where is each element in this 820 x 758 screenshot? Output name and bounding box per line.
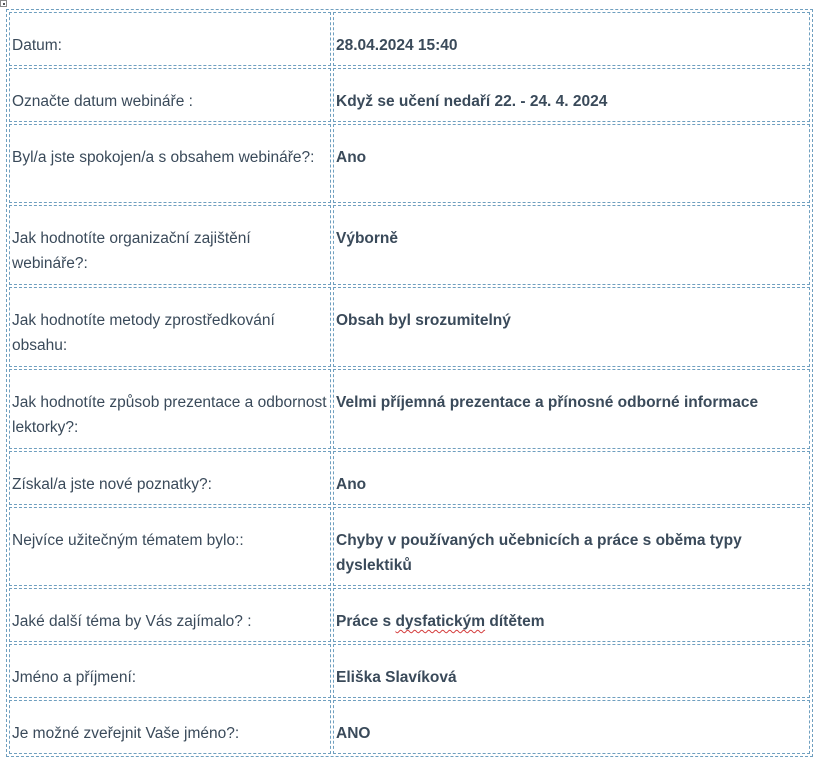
question-label: Jaké další téma by Vás zajímalo? :: [9, 588, 331, 642]
table-row: [9, 369, 810, 449]
table-row: [9, 588, 810, 642]
question-label: Získal/a jste nové poznatky?:: [9, 451, 331, 505]
answer-value-prefix: Práce s: [336, 613, 396, 630]
answer-value: Výborně: [333, 205, 810, 285]
table-row: [9, 507, 810, 586]
question-label: Nejvíce užitečným tématem bylo::: [9, 507, 331, 586]
answer-value: Eliška Slavíková: [333, 644, 810, 698]
question-label: Jak hodnotíte způsob prezentace a odbornost lektorky?:: [9, 369, 331, 449]
answer-value-suffix: dítětem: [485, 613, 545, 630]
table-row: [9, 68, 810, 122]
table-row: [9, 124, 810, 203]
table-row: [9, 700, 810, 754]
answer-value: Chyby v používaných učebnicích a práce s oběma typy dyslektiků: [333, 507, 810, 586]
question-label: Jak hodnotíte metody zprostředkování obsahu:: [9, 287, 331, 367]
answer-value: Velmi příjemná prezentace a přínosné odborné informace: [333, 369, 810, 449]
misspelled-word[interactable]: dysfatickým: [395, 613, 486, 630]
table-move-handle-icon[interactable]: [0, 0, 7, 7]
webinar-feedback-table: [6, 9, 813, 757]
question-label: Je možné zveřejnit Vaše jméno?:: [9, 700, 331, 754]
answer-value: Když se učení nedaří 22. - 24. 4. 2024: [333, 68, 810, 122]
table-row: [9, 287, 810, 367]
question-label: Datum:: [9, 12, 331, 66]
table-row: [9, 644, 810, 698]
answer-value: Ano: [333, 451, 810, 505]
question-label: Byl/a jste spokojen/a s obsahem webináře?:: [9, 124, 331, 203]
answer-value: 28.04.2024 15:40: [333, 12, 810, 66]
answer-value: ANO: [333, 700, 810, 754]
table-row: [9, 451, 810, 505]
table-row: [9, 12, 810, 66]
question-label: Jméno a příjmení:: [9, 644, 331, 698]
question-label: Jak hodnotíte organizační zajištění webináře?:: [9, 205, 331, 285]
question-label: Označte datum webináře :: [9, 68, 331, 122]
answer-value: [333, 588, 810, 642]
answer-value: Ano: [333, 124, 810, 203]
table-row: [9, 205, 810, 285]
answer-value: Obsah byl srozumitelný: [333, 287, 810, 367]
